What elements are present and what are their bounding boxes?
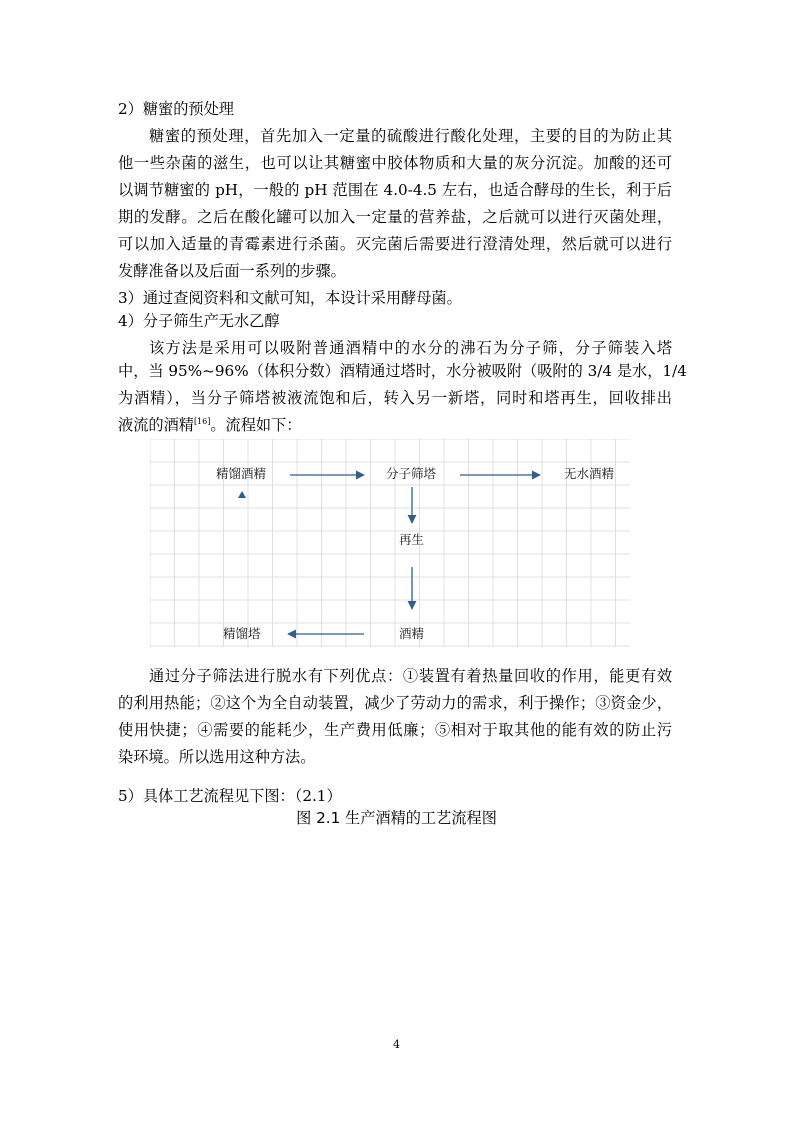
section-heading-3: 3）通过查阅资料和文献可知，本设计采用酵母菌。 xyxy=(118,289,462,307)
arrow-head-up xyxy=(238,491,246,498)
paragraph-text: 液流的酒精 xyxy=(118,416,194,434)
paragraph-line: 染环境。所以选用这种方法。 xyxy=(118,748,316,766)
molecular-sieve-flow-diagram xyxy=(150,439,630,647)
section-heading-2: 2）糖蜜的预处理 xyxy=(118,100,234,118)
citation-marker: [16] xyxy=(193,416,211,426)
paragraph-line: 糖蜜的预处理，首先加入一定量的硫酸进行酸化处理，主要的目的为防止其 xyxy=(149,127,672,145)
figure-caption: 图 2.1 生产酒精的工艺流程图 xyxy=(296,809,497,827)
paragraph-line: 可以加入适量的青霉素进行杀菌。灭完菌后需要进行澄清处理，然后就可以进行 xyxy=(118,235,672,253)
node-molecular-sieve-tower: 分子筛塔 xyxy=(386,466,437,481)
paragraph-line xyxy=(118,415,301,435)
node-rectified-spirit: 精馏酒精 xyxy=(216,466,267,481)
paragraph-line: 的利用热能；②这个为全自动装置，减少了劳动力的需求，利于操作；③资金少， xyxy=(118,694,672,712)
node-distillation-tower: 精馏塔 xyxy=(223,626,261,641)
paragraph-line: 为酒精），当分子筛塔被液流饱和后，转入另一新塔，同时和塔再生，回收排出 xyxy=(118,389,672,407)
node-regeneration: 再生 xyxy=(399,532,425,547)
paragraph-line: 他一些杂菌的滋生，也可以让其糖蜜中胶体物质和大量的灰分沉淀。加酸的还可 xyxy=(118,154,672,172)
paragraph-text: 。流程如下： xyxy=(210,416,302,434)
paragraph-line: 通过分子筛法进行脱水有下列优点：①装置有着热量回收的作用，能更有效 xyxy=(149,667,672,685)
node-alcohol: 酒精 xyxy=(399,626,425,641)
section-heading-5: 5）具体工艺流程见下图：（2.1） xyxy=(118,787,342,805)
section-heading-4: 4）分子筛生产无水乙醇 xyxy=(118,312,280,330)
paragraph-line: 中，当 95%~96%（体积分数）酒精通过塔时，水分被吸附（吸附的 3/4 是水，1/4 xyxy=(118,362,687,380)
paragraph-line: 使用快捷；④需要的能耗少，生产费用低廉；⑤相对于取其他的能有效的防止污 xyxy=(118,721,672,739)
paragraph-line: 该方法是采用可以吸附普通酒精中的水分的沸石为分子筛，分子筛装入塔 xyxy=(149,339,672,357)
paragraph-line: 期的发酵。之后在酸化罐可以加入一定量的营养盐，之后就可以进行灭菌处理， xyxy=(118,208,672,226)
node-anhydrous-alcohol: 无水酒精 xyxy=(564,466,615,481)
page-number: 4 xyxy=(393,1038,400,1051)
paragraph-line: 发酵准备以及后面一系列的步骤。 xyxy=(118,262,346,280)
paragraph-line: 以调节糖蜜的 pH，一般的 pH 范围在 4.0-4.5 左右，也适合酵母的生长，利于后 xyxy=(118,181,672,199)
